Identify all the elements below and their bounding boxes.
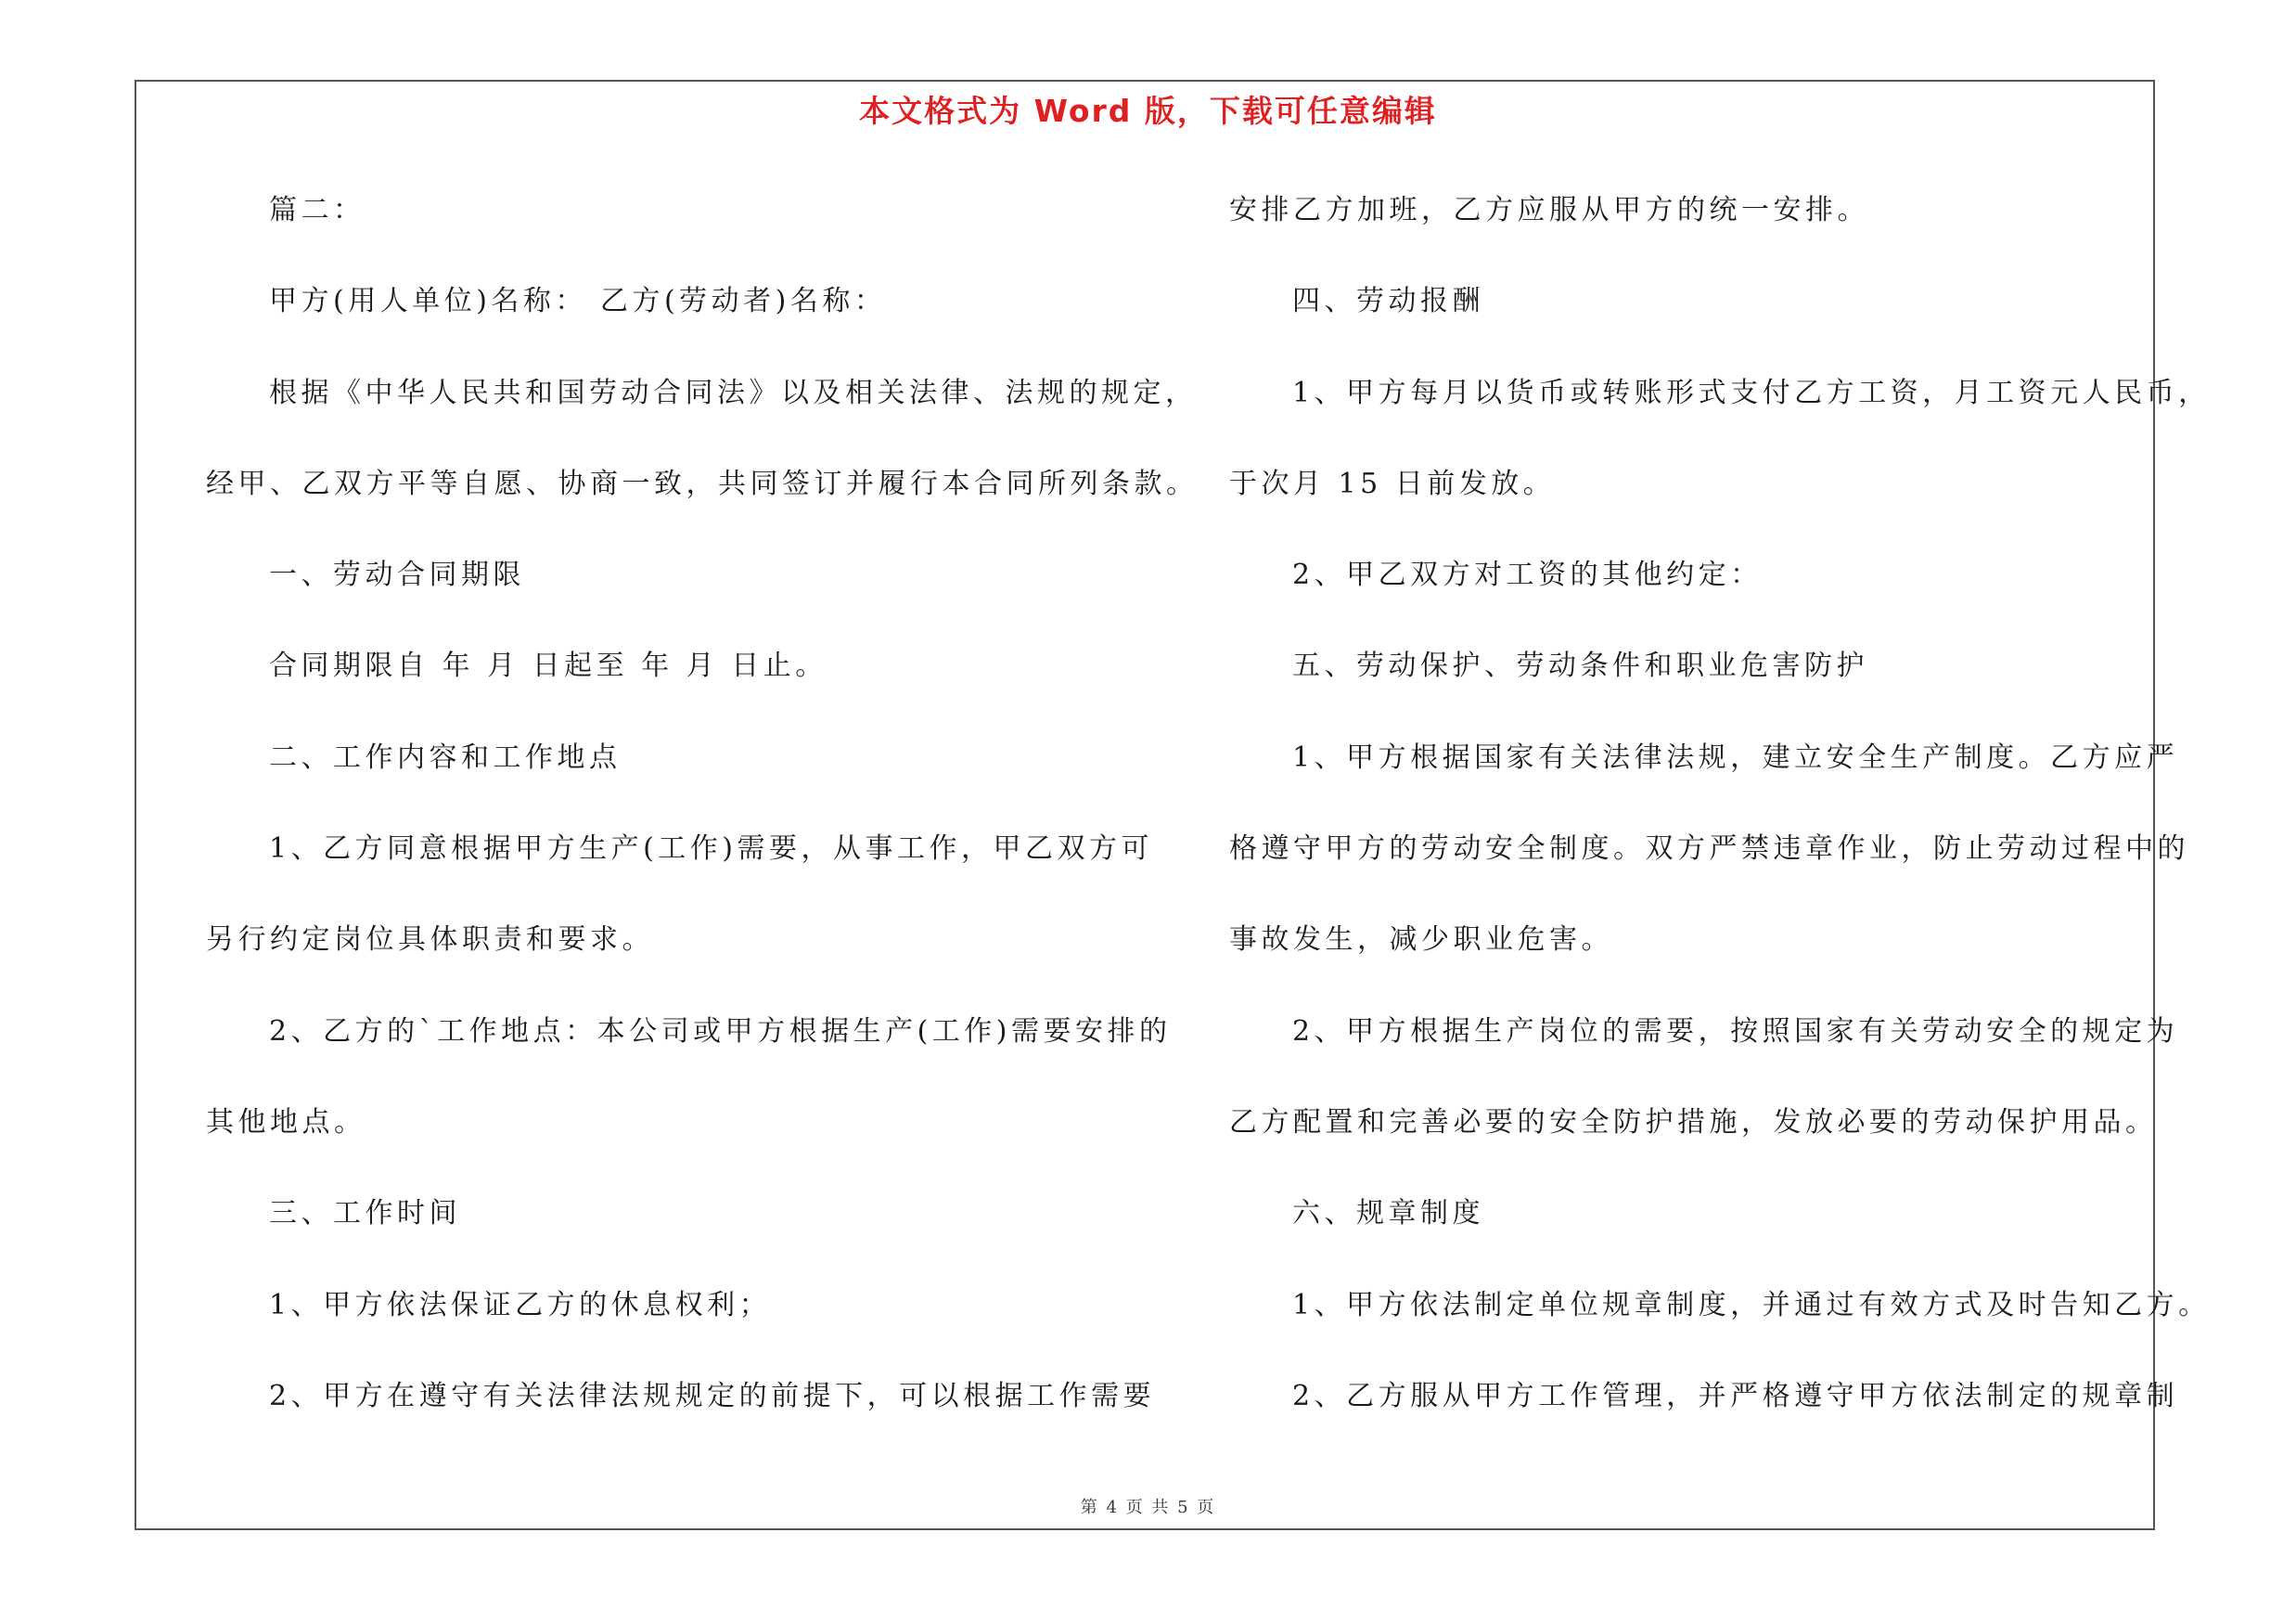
right-column [1229, 176, 2211, 1453]
page-number-footer: 第 4 页 共 5 页 [1080, 1498, 1216, 1517]
paragraph-line: 另行约定岗位具体职责和要求。 [206, 923, 654, 957]
paragraph-line: 1、甲方依法制定单位规章制度，并通过有效方式及时告知乙方。 [1292, 1288, 2211, 1321]
left-column [206, 176, 1199, 1453]
paragraph-line: 格遵守甲方的劳动安全制度。双方严禁违章作业，防止劳动过程中的 [1229, 832, 2189, 866]
paragraph-line: 2、甲乙双方对工资的其他约定： [1292, 559, 1763, 592]
paragraph-line: 1、甲方依法保证乙方的休息权利； [269, 1288, 772, 1321]
paragraph-line: 2、乙方的`工作地点：本公司或甲方根据生产(工作)需要安排的 [269, 1014, 1172, 1048]
paragraph-line: 甲方(用人单位)名称： 乙方(劳动者)名称： [269, 285, 887, 318]
paragraph-line: 2、甲方根据生产岗位的需要，按照国家有关劳动安全的规定为 [1292, 1014, 2179, 1048]
paragraph-line: 事故发生，减少职业危害。 [1229, 923, 1613, 957]
paragraph-line: 经甲、乙双方平等自愿、协商一致，共同签订并履行本合同所列条款。 [206, 467, 1199, 500]
paragraph-line: 2、乙方服从甲方工作管理，并严格遵守甲方依法制定的规章制 [1292, 1379, 2179, 1412]
paragraph-line: 于次月 15 日前发放。 [1229, 467, 1556, 500]
word-format-banner: 本文格式为 Word 版，下载可任意编辑 [859, 93, 1437, 129]
paragraph-line: 安排乙方加班，乙方应服从甲方的统一安排。 [1229, 194, 1869, 226]
paragraph-line: 根据《中华人民共和国劳动合同法》以及相关法律、法规的规定， [269, 376, 1198, 409]
paragraph-line: 2、甲方在遵守有关法律法规规定的前提下，可以根据工作需要 [269, 1379, 1156, 1412]
paragraph-line: 1、乙方同意根据甲方生产(工作)需要，从事工作，甲乙双方可 [269, 832, 1153, 866]
paragraph-line: 篇二： [269, 194, 366, 226]
paragraph-line: 二、工作内容和工作地点 [269, 741, 622, 774]
paragraph-line: 三、工作时间 [269, 1197, 461, 1230]
paragraph-line: 其他地点。 [206, 1105, 366, 1139]
paragraph-line: 1、甲方每月以货币或转账形式支付乙方工资，月工资元人民币， [1292, 376, 2211, 409]
paragraph-line: 1、甲方根据国家有关法律法规，建立安全生产制度。乙方应严 [1292, 741, 2179, 774]
paragraph-line: 一、劳动合同期限 [269, 559, 525, 592]
paragraph-line: 六、规章制度 [1292, 1197, 1484, 1230]
paragraph-line: 五、劳动保护、劳动条件和职业危害防护 [1292, 650, 1868, 683]
paragraph-line: 合同期限自 年 月 日起至 年 月 日止。 [269, 650, 827, 683]
paragraph-line: 乙方配置和完善必要的安全防护措施，发放必要的劳动保护用品。 [1229, 1105, 2158, 1139]
paragraph-line: 四、劳动报酬 [1292, 285, 1484, 318]
